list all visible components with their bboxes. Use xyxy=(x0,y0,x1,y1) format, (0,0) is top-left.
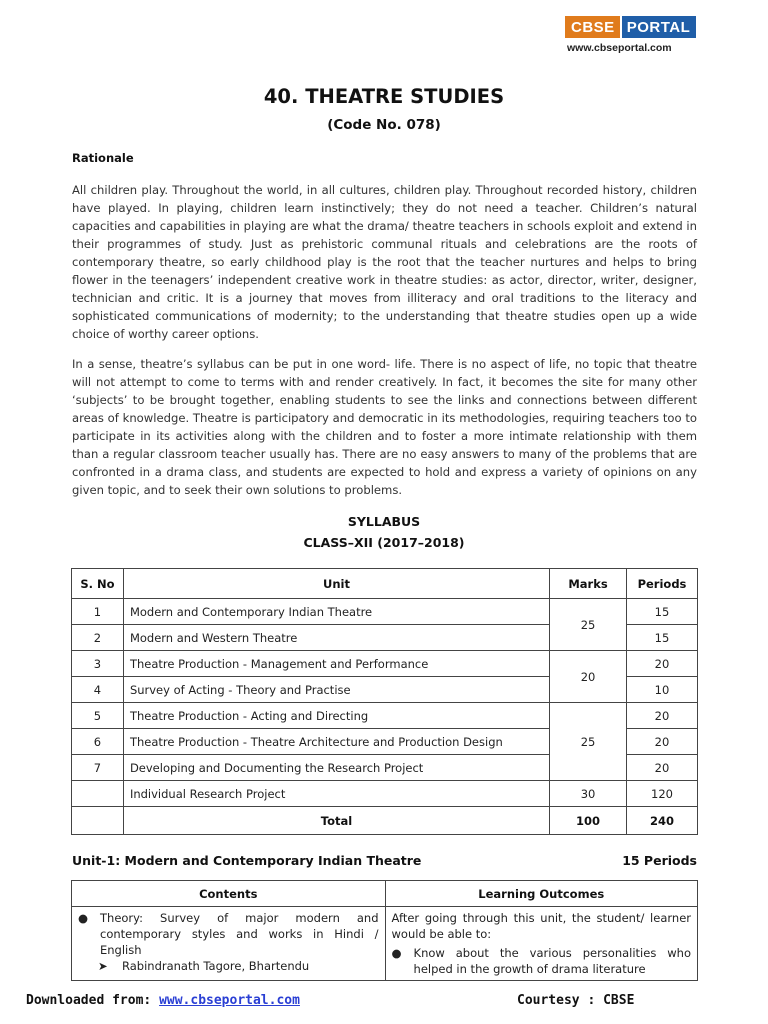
cell-sno: 5 xyxy=(72,703,124,729)
bullet-icon: ● xyxy=(391,946,402,960)
cell-sno: 7 xyxy=(72,755,124,781)
table-row xyxy=(72,651,698,677)
table-row xyxy=(72,703,698,729)
logo-left-text: CBSE xyxy=(565,16,620,38)
logo-right-text: PORTAL xyxy=(620,16,697,38)
list-item xyxy=(78,910,379,958)
rationale-heading: Rationale xyxy=(72,151,134,165)
contents-header: Contents xyxy=(72,881,386,907)
content-item-text: Theory: Survey of major modern and contemporary styles and works in Hindi / English xyxy=(100,911,379,957)
cell-unit: Theatre Production - Management and Performance xyxy=(123,651,549,677)
cell-sno: 6 xyxy=(72,729,124,755)
table-total-row xyxy=(72,807,698,835)
cell-empty xyxy=(72,807,124,835)
total-label: Total xyxy=(123,807,549,835)
table-header-row xyxy=(72,569,698,599)
cell-sno: 3 xyxy=(72,651,124,677)
outcome-item-text: Know about the various personalities who helped in the growth of drama literature xyxy=(413,946,691,976)
list-item xyxy=(392,945,691,977)
cell-sno: 4 xyxy=(72,677,124,703)
cell-marks: 20 xyxy=(550,651,627,703)
unit1-table xyxy=(71,880,698,981)
cell-sno xyxy=(72,781,124,807)
logo-url: www.cbseportal.com xyxy=(567,42,672,54)
cell-unit: Individual Research Project xyxy=(123,781,549,807)
cell-unit: Theatre Production - Theatre Architecture and Production Design xyxy=(123,729,549,755)
footer-courtesy: Courtesy : CBSE xyxy=(517,993,635,1008)
bullet-icon: ● xyxy=(78,911,89,925)
total-marks: 100 xyxy=(550,807,627,835)
class-heading: CLASS–XII (2017–2018) xyxy=(303,535,465,550)
cell-periods: 20 xyxy=(627,703,698,729)
page-title: 40. THEATRE STUDIES xyxy=(263,85,505,108)
cell-periods: 20 xyxy=(627,755,698,781)
table-row xyxy=(72,599,698,625)
cell-unit: Theatre Production - Acting and Directing xyxy=(123,703,549,729)
cell-unit: Developing and Documenting the Research Project xyxy=(123,755,549,781)
downloaded-label: Downloaded from: xyxy=(26,993,152,1008)
unit1-content-row xyxy=(72,907,698,981)
outcomes-cell xyxy=(385,907,697,981)
rationale-paragraph-1: All children play. Throughout the world, in all cultures, children play. Throughout recorded history, children have played. In playing, children learn instinctively; they do not need a teacher. Children’s natural capacities and capabilities in playing are what the drama/ theatre teachers in schools exploit and extend in their programmes of study. Just as prehistoric communal rituals and celebrations are the roots of contemporary theatre, so early childhood play is the root that the teacher nurtures and helps to bring flower in the teenagers’ independent creative work in theatre studies: as actor, director, writer, designer, technician and critic. It is a journey that moves from illiteracy and oral traditions to the literacy and sophisticated communications of modernity; to the understanding that theatre studies open up a wide choice of worthy career options. xyxy=(72,183,697,341)
unit1-heading: Unit-1: Modern and Contemporary Indian Theatre xyxy=(72,853,422,868)
cell-marks: 25 xyxy=(550,703,627,781)
header-marks: Marks xyxy=(550,569,627,599)
syllabus-heading: SYLLABUS xyxy=(347,514,421,529)
footer-downloaded xyxy=(26,993,300,1008)
unit1-periods: 15 Periods xyxy=(622,853,697,868)
cbse-portal-logo xyxy=(565,16,696,38)
cell-unit: Modern and Contemporary Indian Theatre xyxy=(123,599,549,625)
cell-periods: 15 xyxy=(627,599,698,625)
cell-unit: Survey of Acting - Theory and Practise xyxy=(123,677,549,703)
outcomes-header: Learning Outcomes xyxy=(385,881,697,907)
cell-sno: 1 xyxy=(72,599,124,625)
contents-cell xyxy=(72,907,386,981)
table-row xyxy=(72,781,698,807)
syllabus-table xyxy=(71,568,698,835)
cell-sno: 2 xyxy=(72,625,124,651)
total-periods: 240 xyxy=(627,807,698,835)
header-periods: Periods xyxy=(627,569,698,599)
unit1-header-row xyxy=(72,881,698,907)
arrow-bullet-icon: ➤ xyxy=(98,959,108,973)
header-unit: Unit xyxy=(123,569,549,599)
cell-periods: 10 xyxy=(627,677,698,703)
cell-marks: 30 xyxy=(550,781,627,807)
rationale-paragraph-2: In a sense, theatre’s syllabus can be put in one word- life. There is no aspect of life, no topic that theatre will not attempt to come to terms with and render creatively. In fact, it becomes the site for many other ‘subjects’ to be brought together, enabling students to see the links and connections between different areas of knowledge. Theatre is participatory and democratic in its methodologies, requiring teachers too to participate in its activities along with the children and to foster a more intimate relationship with them than a regular classroom teacher usually has. There are no easy answers to many of the problems that are confronted in a drama class, and students are expected to hold and express a variety of opinions on any given topic, and to seek their own solutions to problems. xyxy=(72,357,697,497)
sub-list-item xyxy=(78,958,379,974)
subject-code: (Code No. 078) xyxy=(327,117,441,133)
cell-periods: 120 xyxy=(627,781,698,807)
cell-unit: Modern and Western Theatre xyxy=(123,625,549,651)
cell-periods: 15 xyxy=(627,625,698,651)
footer-link[interactable]: www.cbseportal.com xyxy=(159,993,300,1008)
cell-periods: 20 xyxy=(627,729,698,755)
cell-periods: 20 xyxy=(627,651,698,677)
content-sub-text: Rabindranath Tagore, Bhartendu xyxy=(122,959,310,973)
header-sno: S. No xyxy=(72,569,124,599)
cell-marks: 25 xyxy=(550,599,627,651)
outcome-intro: After going through this unit, the student/ learner would be able to: xyxy=(391,911,691,941)
